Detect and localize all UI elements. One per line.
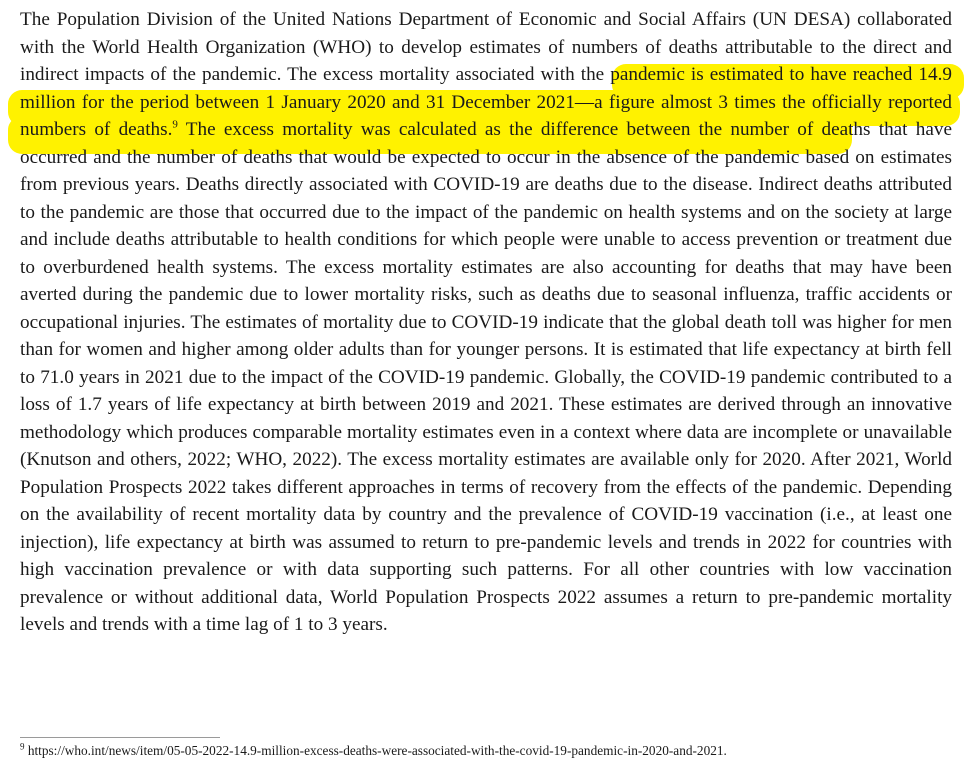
highlighted-sentence: The excess mortality associated with the pandemic is estimated to have reached 14.9 million for the period between 1 January 2020 and 31 December 2021—a figure almost 3 times the officially reported numbers of deaths. bbox=[20, 64, 952, 140]
body-paragraph bbox=[20, 6, 952, 639]
footnote-reference[interactable]: 9 bbox=[172, 118, 178, 131]
footnote-link[interactable]: https://who.int/news/item/05-05-2022-14.9-million-excess-deaths-were-associated-with-the-covid-19-pandemic-in-2020-and-2021. bbox=[24, 743, 727, 758]
footnote-number: 9 bbox=[20, 741, 25, 752]
footnote-divider bbox=[20, 737, 220, 738]
paragraph-rest: The excess mortality was calculated as the difference between the number of deaths that have occurred and the number of deaths that would be expected to occur in the absence of the pandemic based on estimates from previous years. Deaths directly associated with COVID-19 are deaths due to the disease. Indirect deaths attributed to the pandemic are those that occurred due to the impact of the pandemic on health systems and on the society at large and include deaths attributable to health conditions for which people were unable to access prevention or treatment due to overburdened health systems. The excess mortality estimates are also accounting for deaths that may have been averted during the pandemic due to lower mortality risks, such as deaths due to seasonal influenza, traffic accidents or occupational injuries. The estimates of mortality due to COVID-19 indicate that the global death toll was higher for men than for women and higher among older adults than for younger persons. It is estimated that life expectancy at birth fell to 71.0 years in 2021 due to the impact of the COVID-19 pandemic. Globally, the COVID-19 pandemic contributed to a loss of 1.7 years of life expectancy at birth between 2019 and 2021. These estimates are derived through an innovative methodology which produces comparable mortality estimates even in a context where data are incomplete or unavailable (Knutson and others, 2022; WHO, 2022). The excess mortality estimates are available only for 2020. After 2021, World Population Prospects 2022 takes different approaches in terms of recovery from the effects of the pandemic. Depending on the availability of recent mortality data by country and the prevalence of COVID-19 vaccination (i.e., at least one injection), life expectancy at birth was assumed to return to pre-pandemic levels and trends in 2022 for countries with high vaccination prevalence or with data supporting such patterns. For all other countries with low vaccination prevalence or without additional data, World Population Prospects 2022 assumes a return to pre-pandemic mortality levels and trends with a time lag of 1 to 3 years. bbox=[20, 119, 952, 635]
paragraph-intro: The Population Division of the United Nations Department of Economic and Social Affairs (UN DESA) collaborated with the World Health Organization (WHO) to develop estimates of numbers of deaths attributable to the direct and indirect impacts of the pandemic. bbox=[20, 9, 952, 85]
footnote bbox=[20, 743, 960, 759]
